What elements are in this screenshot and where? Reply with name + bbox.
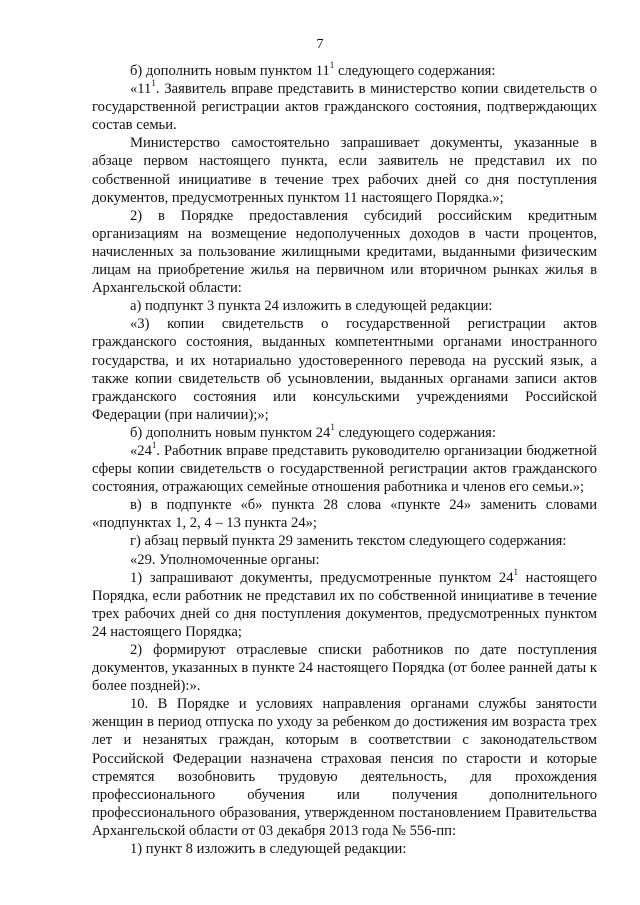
paragraph: «3) копии свидетельств о государственной регистрации актов гражданского состояния, выданных компетентными органами иностранного государства, и их нотариально удостоверенного перевода на русский язык, а также копии свидетельств об усыновлении, выданных органами записи актов гражданского состояния или консульскими учреждениями Российской Федерации (при наличии);»; [92, 316, 597, 423]
paragraph: «$11^1$. Заявитель вправе представить в министерство копии свидетельств о государственной регистрации актов гражданского состояния, подтверждающих состав семьи. [92, 78, 597, 134]
paragraph: б) дополнить новым пунктом $11^1$ следующего содержания: [130, 60, 496, 79]
paragraph: 10. В Порядке и условиях направления органами службы занятости женщин в период отпуска по уходу за ребенком до достижения им возраста трех лет и незанятых граждан, которым в соответствии с законодательством Российской Федерации назначена страховая пенсия по старости и которые стремятся возобновить трудовую деятельность, для прохождения профессионального обучения или получения дополнительного профессионального образования, утвержденном постановлением Правительства Архангельской области от 03 декабря 2013 года № 556-пп: [92, 696, 597, 839]
page-number: 7 [316, 37, 324, 52]
paragraph: 2) в Порядке предоставления субсидий российским кредитным организациям на возмещение недополученных доходов в части процентов, начисленных за пользование жилищными кредитами, выданными физическим лицам на приобретение жилья на первичном или вторичном рынках жилья в Архангельской области: [92, 207, 597, 297]
paragraph: а) подпункт 3 пункта 24 изложить в следующей редакции: [130, 298, 493, 315]
paragraph: 1) пункт 8 изложить в следующей редакции: [130, 841, 407, 858]
paragraph: г) абзац первый пункта 29 заменить текстом следующего содержания: [130, 533, 567, 550]
paragraph: 1) запрашивают документы, предусмотренные пунктом $24^1$ настоящего Порядка, если работник не представил их по собственной инициативе в течение трех рабочих дней со дня поступления документов, предусмотренных пунктом 24 настоящего Порядка; [92, 566, 597, 640]
paragraph: «29. Уполномоченные органы: [130, 551, 320, 568]
document-body [92, 62, 597, 858]
paragraph: Министерство самостоятельно запрашивает документы, указанные в абзаце первом настоящего пункта, если заявитель не представил их по собственной инициативе в течение трех рабочих дней со дня поступления документов, предусмотренных пунктом 11 настоящего Порядка.»; [92, 135, 597, 206]
paragraph: 2) формируют отраслевые списки работников по дате поступления документов, указанных в пункте 24 настоящего Порядка (от более ранней даты к более поздней):». [92, 642, 597, 695]
paragraph: в) в подпункте «б» пункта 28 слова «пункте 24» заменить словами «подпунктах 1, 2, 4 – 13 пункта 24»; [92, 497, 597, 532]
paragraph: б) дополнить новым пунктом $24^1$ следующего содержания: [130, 422, 496, 441]
paragraph: «$24^1$. Работник вправе представить руководителю организации бюджетной сферы копии свидетельств о государственной регистрации актов гражданского состояния, отражающих семейные отношения работника и членов его семьи.»; [92, 440, 597, 496]
